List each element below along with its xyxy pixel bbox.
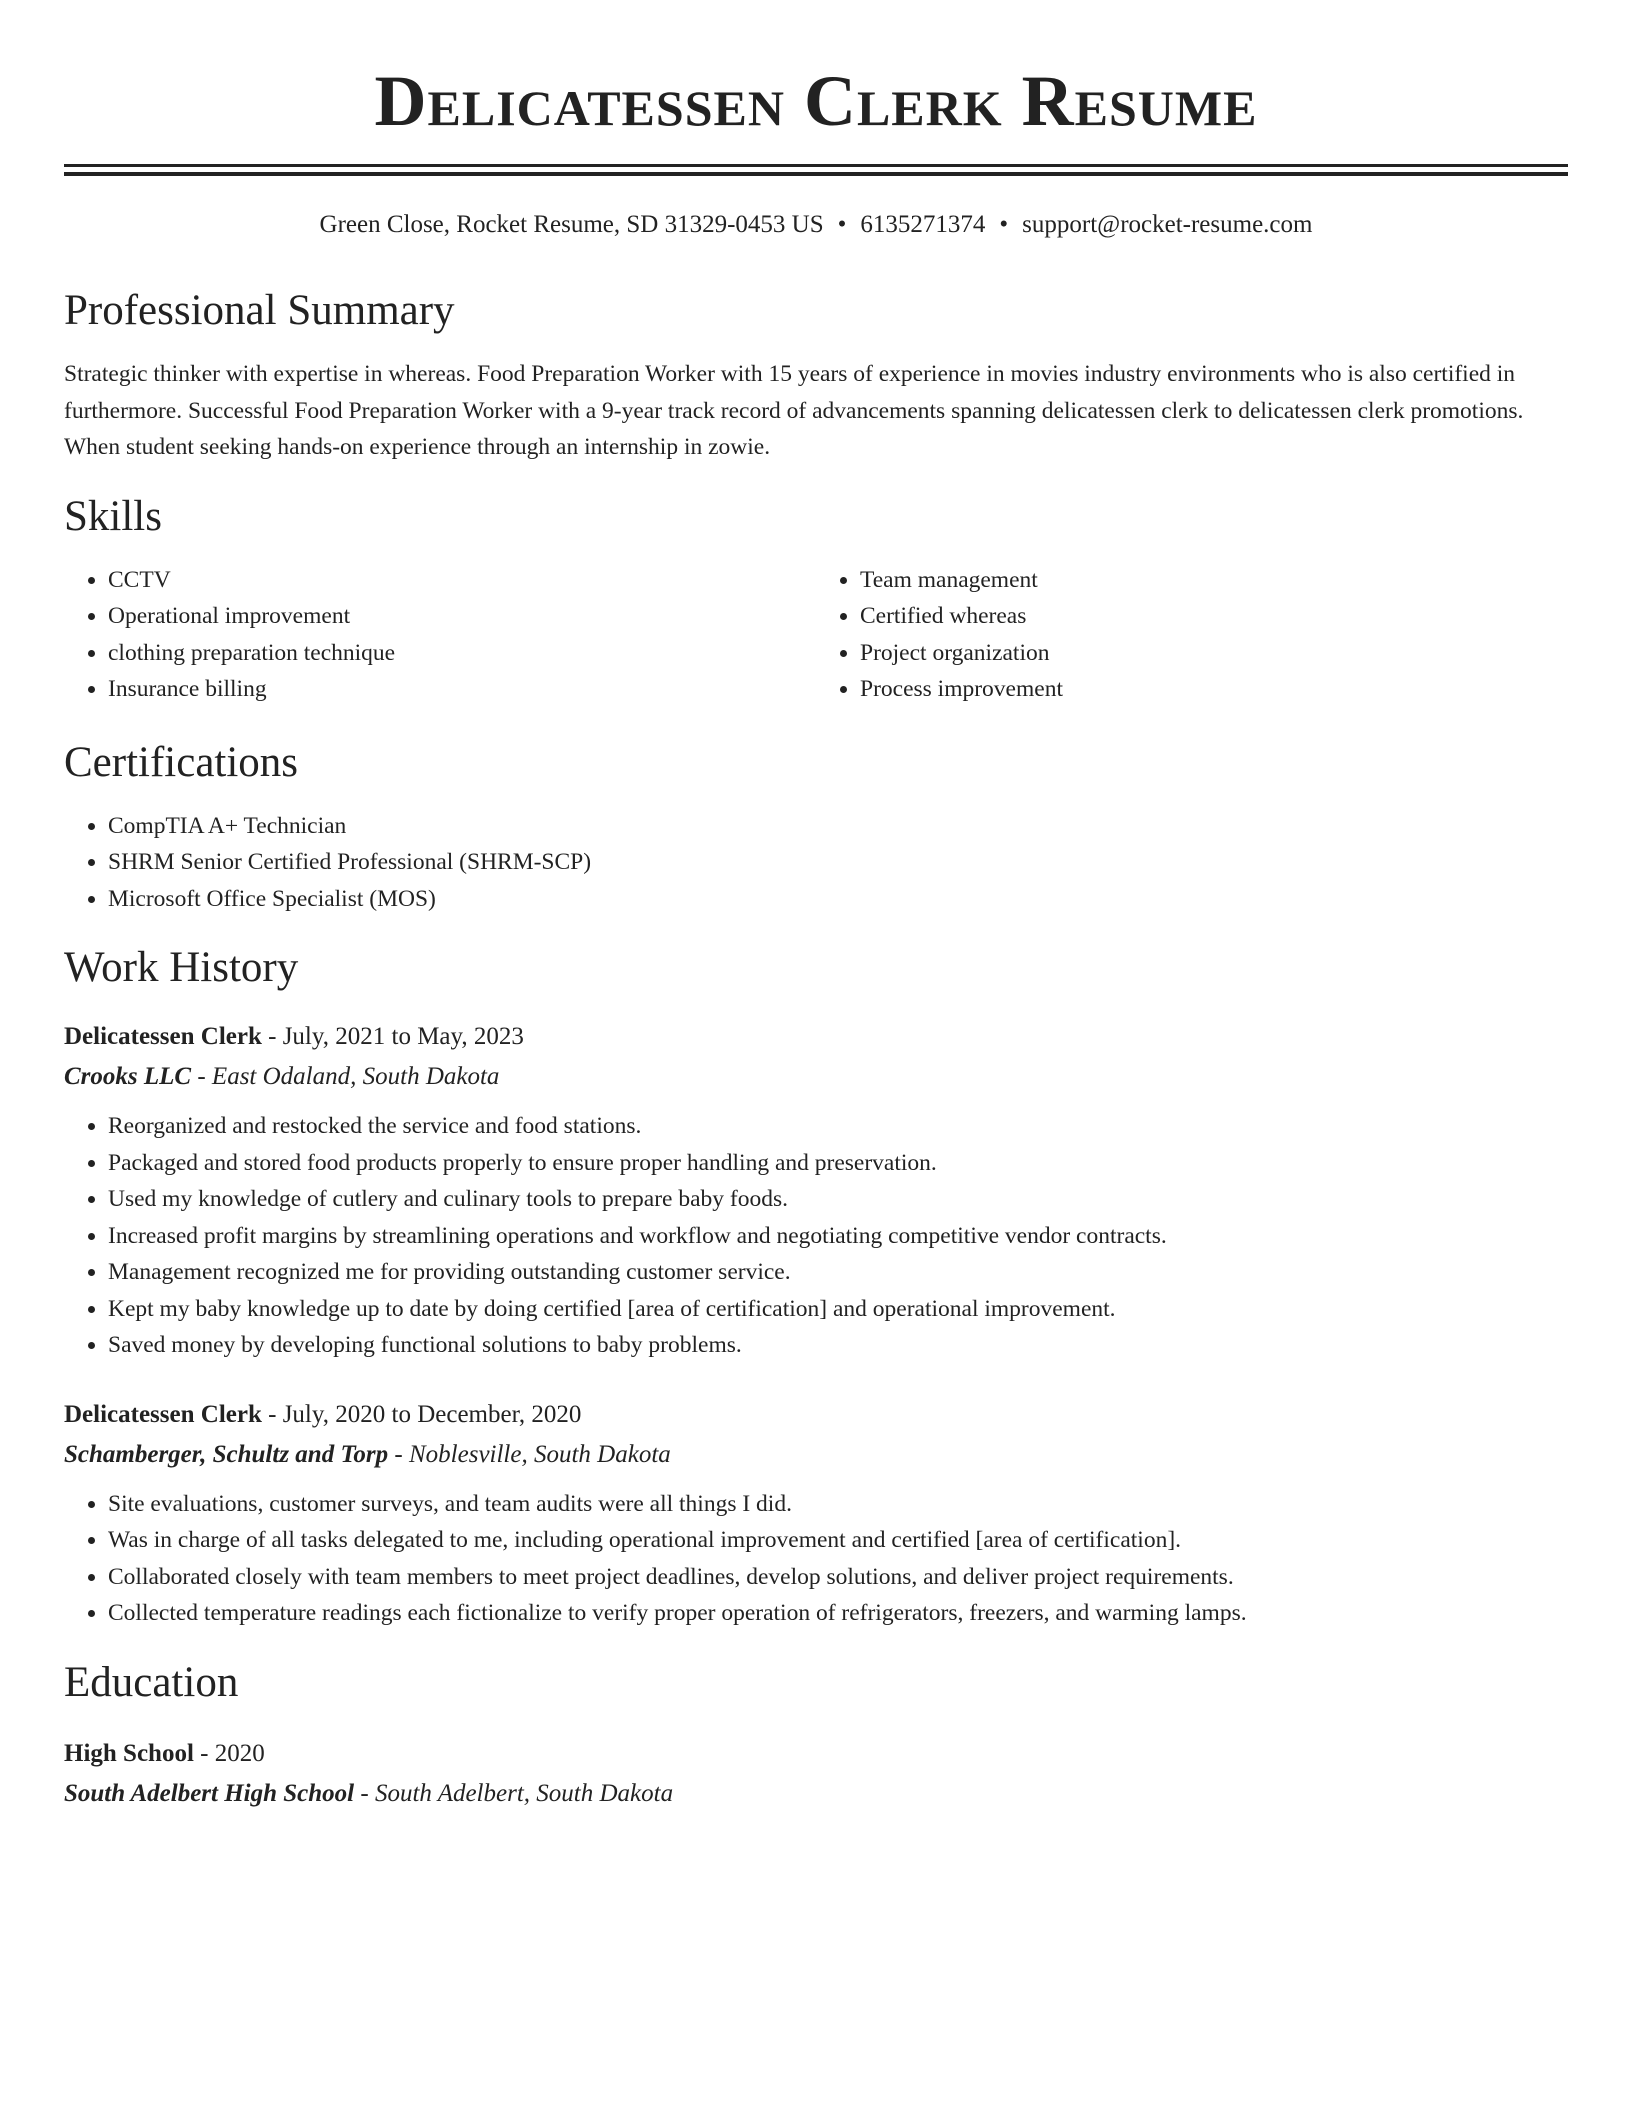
contact-email: support@rocket-resume.com <box>1022 211 1313 238</box>
job-bullet: • Saved money by developing functional solutions to baby problems. <box>108 1327 1568 1364</box>
summary-text: Strategic thinker with expertise in whereas. Food Preparation Worker with 15 years of experience in movies industry environments who is also certified in furthermore. Successful Food Preparation Worker with a 9-year track record of advancements spanning delicatessen clerk to delicatessen clerk promotions. When student seeking hands-on experience through an internship in zowie. <box>64 361 1524 460</box>
contact-line <box>64 210 1568 240</box>
education-entry <box>64 1734 1568 1814</box>
job-title-line <box>64 1017 1568 1057</box>
skills-list-right <box>816 562 1568 708</box>
contact-separator: • <box>837 211 847 238</box>
job-role: Delicatessen Clerk <box>64 1023 262 1050</box>
job-role: Delicatessen Clerk <box>64 1400 262 1428</box>
job-bullet: • Collected temperature readings each fictionalize to verify proper operation of refrigerators, freezers, and warming lamps. <box>108 1595 1568 1632</box>
summary-heading: Professional Summary <box>64 287 455 334</box>
education-school-line <box>64 1774 1568 1814</box>
education-degree: High School <box>64 1739 194 1767</box>
job-company-line <box>64 1435 1568 1475</box>
job-bullet: • Management recognized me for providing outstanding customer service. <box>108 1254 1568 1291</box>
contact-separator: • <box>999 211 1009 238</box>
job-dates: - July, 2021 to May, 2023 <box>261 1023 524 1050</box>
skills-columns <box>64 562 1568 708</box>
job-entry <box>64 1017 1568 1364</box>
skill-item: • Process improvement <box>860 671 1568 708</box>
job-bullet: • Used my knowledge of cutlery and culinary tools to prepare baby foods. <box>108 1181 1568 1218</box>
skill-item: • clothing preparation technique <box>108 635 816 672</box>
skill-item: • CCTV <box>108 562 816 599</box>
certification-item: • CompTIA A+ Technician <box>108 808 1568 845</box>
skills-heading: Skills <box>64 492 162 540</box>
job-bullet: • Kept my baby knowledge up to date by doing certified [area of certification] and operational improvement. <box>108 1291 1568 1328</box>
certifications-list <box>64 808 1568 918</box>
certification-item: • Microsoft Office Specialist (MOS) <box>108 881 1568 918</box>
work-history-heading: Work History <box>64 944 299 991</box>
skill-item: • Team management <box>860 562 1568 599</box>
job-entry <box>64 1395 1568 1632</box>
job-bullet: • Packaged and stored food products properly to ensure proper handling and preservation. <box>108 1145 1568 1182</box>
skill-item: • Certified whereas <box>860 598 1568 635</box>
skill-item: • Project organization <box>860 635 1568 672</box>
job-company-line <box>64 1057 1568 1097</box>
job-title-line <box>64 1395 1568 1435</box>
education-location: - South Adelbert, South Dakota <box>354 1779 674 1807</box>
job-bullet: • Reorganized and restocked the service and food stations. <box>108 1108 1568 1145</box>
job-bullet: • Site evaluations, customer surveys, and team audits were all things I did. <box>108 1486 1568 1523</box>
contact-address: Green Close, Rocket Resume, SD 31329-0453 US <box>319 211 824 238</box>
contact-phone: 6135271374 <box>860 211 986 238</box>
skills-list-left <box>64 562 816 708</box>
education-school: South Adelbert High School <box>64 1779 355 1807</box>
job-bullets <box>64 1108 1568 1364</box>
education-year: - 2020 <box>193 1739 265 1767</box>
skill-item: • Operational improvement <box>108 598 816 635</box>
job-dates: - July, 2020 to December, 2020 <box>261 1400 582 1428</box>
resume-title: Delicatessen Clerk Resume <box>374 61 1258 141</box>
education-degree-line <box>64 1734 1568 1774</box>
skill-item: • Insurance billing <box>108 671 816 708</box>
certification-item: • SHRM Senior Certified Professional (SHRM-SCP) <box>108 844 1568 881</box>
title-double-rule <box>64 164 1568 176</box>
job-bullets <box>64 1486 1568 1632</box>
job-location: - East Odaland, South Dakota <box>191 1063 500 1090</box>
job-company: Crooks LLC <box>64 1063 192 1090</box>
job-location: - Noblesville, South Dakota <box>388 1440 671 1468</box>
education-heading: Education <box>64 1658 239 1706</box>
job-bullet: • Collaborated closely with team members to meet project deadlines, develop solutions, and deliver project requirements. <box>108 1559 1568 1596</box>
certifications-heading: Certifications <box>64 738 299 786</box>
job-bullet: • Was in charge of all tasks delegated to me, including operational improvement and certified [area of certification]. <box>108 1522 1568 1559</box>
job-bullet: • Increased profit margins by streamlining operations and workflow and negotiating competitive vendor contracts. <box>108 1218 1568 1255</box>
job-company: Schamberger, Schultz and Torp <box>64 1440 389 1468</box>
